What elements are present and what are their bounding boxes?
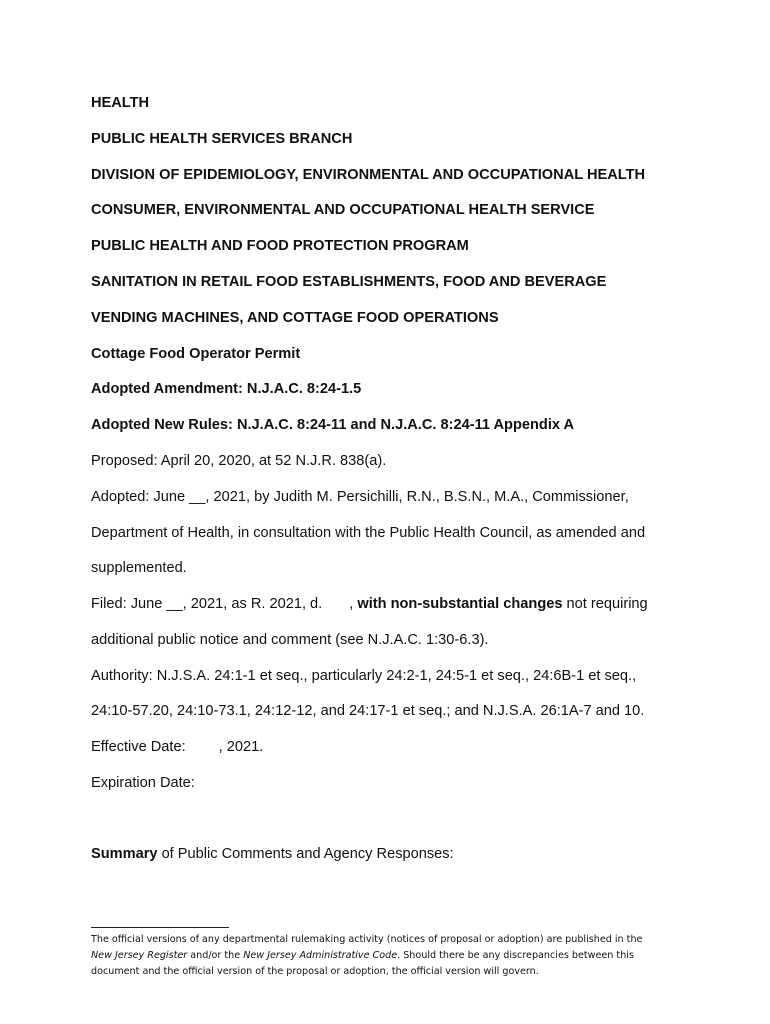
effective-date-line xyxy=(91,738,263,756)
heading-program: PUBLIC HEALTH AND FOOD PROTECTION PROGRAM xyxy=(91,238,469,254)
filed-emphasis: with non-substantial changes xyxy=(357,596,563,612)
filed-text: Filed: June __, 2021, as R. 2021, d. xyxy=(91,596,323,612)
adopted-line-1: Adopted: June __, 2021, by Judith M. Persichilli, R.N., B.S.N., M.A., Commissioner, xyxy=(91,489,629,505)
proposed-line: Proposed: April 20, 2020, at 52 N.J.R. 838(a). xyxy=(91,453,387,469)
summary-heading xyxy=(91,845,454,863)
filed-line-1 xyxy=(91,595,648,613)
heading-subject-line-2: VENDING MACHINES, AND COTTAGE FOOD OPERATIONS xyxy=(91,310,499,326)
footnote-line-2 xyxy=(91,948,691,964)
effective-date-label: Effective Date: xyxy=(91,739,186,755)
adopted-line-3: supplemented. xyxy=(91,560,187,576)
heading-service: CONSUMER, ENVIRONMENTAL AND OCCUPATIONAL HEALTH SERVICE xyxy=(91,202,595,218)
footnote-code: New Jersey Administrative Code xyxy=(243,950,398,961)
authority-line-2: 24:10-57.20, 24:10-73.1, 24:12-12, and 24:17-1 et seq.; and N.J.S.A. 26:1A-7 and 10. xyxy=(91,703,645,719)
footnote-line-1: The official versions of any departmental rulemaking activity (notices of proposal or adoption) are published in the xyxy=(91,934,643,945)
heading-adopted-new-rules: Adopted New Rules: N.J.A.C. 8:24-11 and N.J.A.C. 8:24-11 Appendix A xyxy=(91,417,575,433)
adopted-line-2: Department of Health, in consultation with the Public Health Council, as amended and xyxy=(91,525,646,541)
summary-label: Summary xyxy=(91,846,158,862)
heading-department: HEALTH xyxy=(91,95,150,111)
footnote-andor: and/or the xyxy=(187,950,244,961)
heading-permit: Cottage Food Operator Permit xyxy=(91,346,301,362)
authority-line-1: Authority: N.J.S.A. 24:1-1 et seq., particularly 24:2-1, 24:5-1 et seq., 24:6B-1 et seq., xyxy=(91,668,637,684)
heading-subject-line-1: SANITATION IN RETAIL FOOD ESTABLISHMENTS, FOOD AND BEVERAGE xyxy=(91,274,607,290)
expiration-date-line: Expiration Date: xyxy=(91,775,195,791)
filed-separator: , xyxy=(349,596,358,612)
filed-line-2: additional public notice and comment (see N.J.A.C. 1:30-6.3). xyxy=(91,632,489,648)
footnote xyxy=(91,932,691,980)
effective-date-year: , 2021. xyxy=(218,739,264,755)
filed-tail: not requiring xyxy=(562,596,648,612)
heading-branch: PUBLIC HEALTH SERVICES BRANCH xyxy=(91,131,353,147)
heading-adopted-amendment: Adopted Amendment: N.J.A.C. 8:24-1.5 xyxy=(91,381,362,397)
footnote-register: New Jersey Register xyxy=(91,950,188,961)
heading-division: DIVISION OF EPIDEMIOLOGY, ENVIRONMENTAL AND OCCUPATIONAL HEALTH xyxy=(91,167,646,183)
footnote-line-2-rest: . Should there be any discrepancies between this xyxy=(397,950,634,961)
footnote-line-3: document and the official version of the proposal or adoption, the official version will govern. xyxy=(91,966,539,977)
footnote-divider xyxy=(91,927,229,928)
summary-rest: of Public Comments and Agency Responses: xyxy=(157,846,454,862)
